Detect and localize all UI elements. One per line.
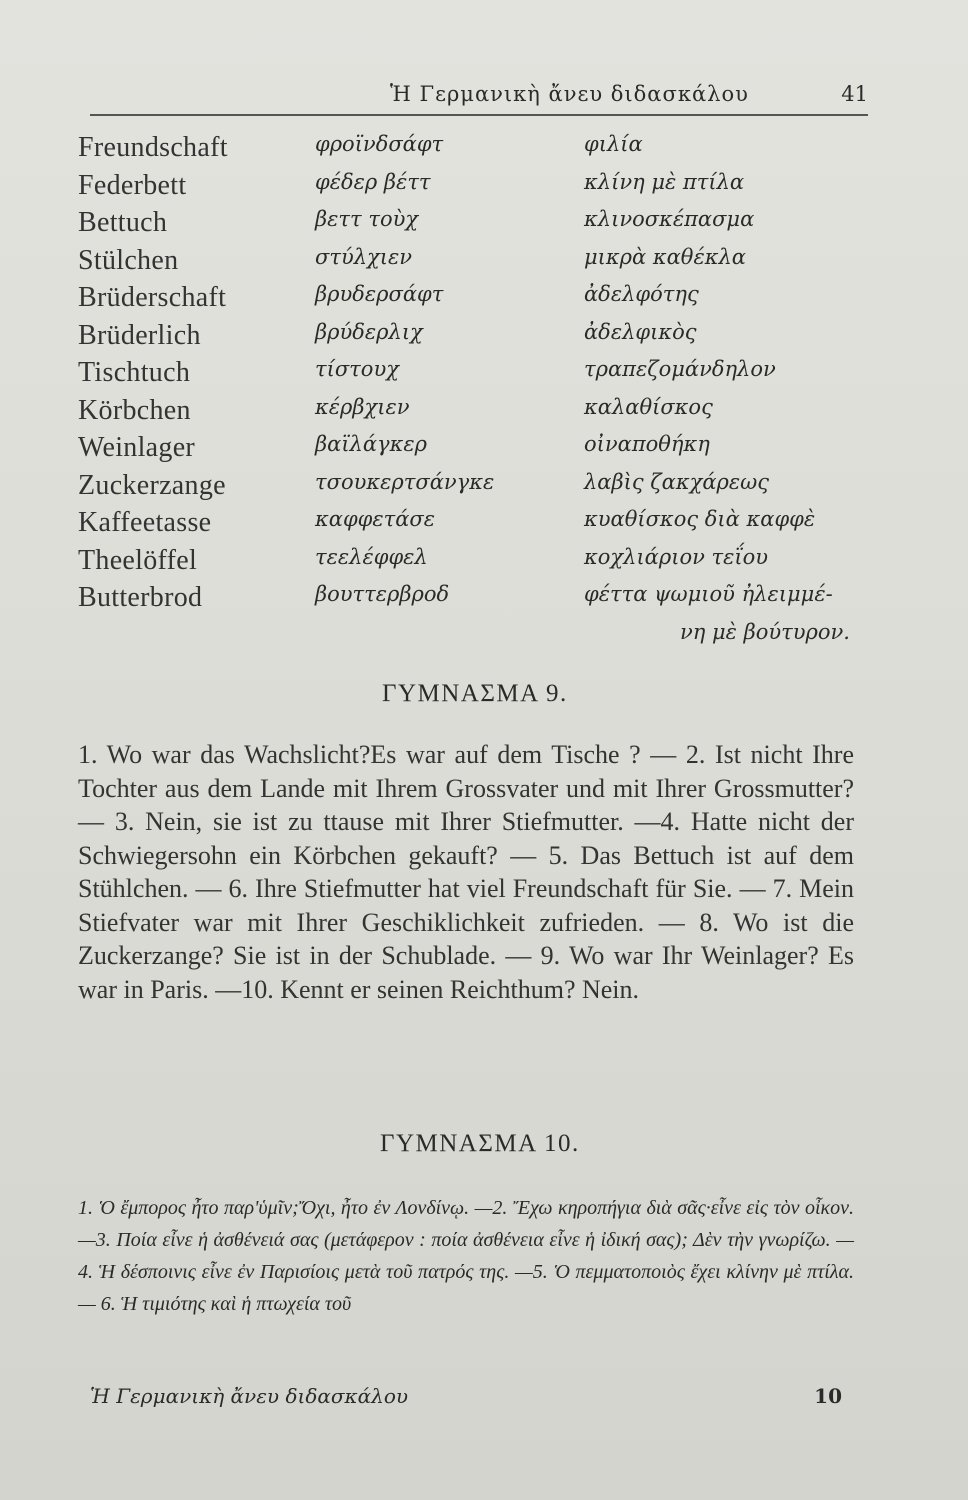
greek-meaning: μικρὰ καθέκλα <box>584 244 746 269</box>
vocab-row <box>0 320 968 358</box>
german-word: Butterbrod <box>78 582 203 613</box>
signature-footer <box>90 1384 850 1412</box>
vocab-row <box>0 582 968 620</box>
running-header <box>90 78 868 116</box>
german-word: Weinlager <box>78 432 196 463</box>
vocab-row <box>0 507 968 545</box>
german-word: Bettuch <box>78 207 168 238</box>
german-word: Kaffeetasse <box>78 507 212 538</box>
exercise-10-text: 1. Ὁ ἔμπορος ἦτο παρ'ὑμῖν;Ὄχι, ἦτο ἐν Λονδίνῳ. —2. Ἔχω κηροπήγια διὰ σᾶς·εἶνε εἰς τὸν οἶκον. —3. Ποία εἶνε ἡ ἀσθένειά σας (μετάφερον : ποία ἀσθένεια εἶνε ἡ ἰδική σας); Δὲν τὴν γνωρίζω. —4. Ἡ δέσποινις εἶνε ἐν Παρισίοις μετὰ τοῦ πατρός της. —5. Ὁ πεμματοποιὸς ἔχει κλίνην μὲ πτίλα. — 6. Ἡ τιμιότης καὶ ἡ πτωχεία τοῦ <box>78 1197 854 1315</box>
greek-meaning: κοχλιάριον τεΐου <box>584 544 769 569</box>
vocab-row <box>0 545 968 583</box>
exercise-9-text: 1. Wo war das Wachslicht?Es war auf dem Tische ? — 2. Ist nicht Ihre Tochter aus dem Lande mit Ihrem Grossvater und mit Ihrer Grossmutter? — 3. Nein, sie ist zu ttause mit Ihrer Stiefmutter. —4. Hatte nicht der Schwiegersohn ein Körbchen gekauft? — 5. Das Bettuch ist auf dem Stühlchen. — 6. Ihre Stiefmutter hat viel Freundschaft für Sie. — 7. Mein Stiefvater war mit Ihrer Geschiklichkeit zufrieden. — 8. Wo ist die Zuckerzange? Sie ist in der Schublade. — 9. Wo war Ihr Weinlager? Es war in Paris. —10. Kennt er seinen Reichthum? Nein. <box>78 740 854 1004</box>
greek-meaning: ἀδελφικὸς <box>584 319 697 344</box>
greek-meaning: φιλία <box>584 132 643 156</box>
vocabulary-list <box>0 132 968 620</box>
page-number: 41 <box>841 82 868 106</box>
pronunciation: βαϊλάγκερ <box>315 432 427 456</box>
header-title: Ἡ Γερμανικὴ ἄνευ διδασκάλου <box>390 82 749 106</box>
exercise-10-title: ΓΥΜΝΑΣΜΑ 10. <box>380 1130 580 1157</box>
vocab-row <box>0 357 968 395</box>
pronunciation: φροϊνδσάφτ <box>315 132 444 156</box>
pronunciation: βεττ τοὺχ <box>315 207 419 231</box>
vocab-row <box>0 170 968 208</box>
german-word: Theelöffel <box>78 544 198 576</box>
greek-meaning: καλαθίσκος <box>584 394 713 419</box>
vocab-row <box>0 470 968 508</box>
pronunciation: φέδερ βέττ <box>315 169 431 194</box>
pronunciation: τίστουχ <box>315 357 399 381</box>
vocab-row <box>0 245 968 283</box>
pronunciation: βρυδερσάφτ <box>315 282 444 306</box>
vocab-row <box>0 282 968 320</box>
vocab-row <box>0 395 968 433</box>
greek-meaning: οἰναποθήκη <box>584 432 710 456</box>
greek-meaning: τραπεζομάνδηλον <box>584 357 776 381</box>
german-word: Federbett <box>78 169 187 201</box>
german-word: Freundschaft <box>78 132 228 163</box>
pronunciation: βρύδερλιχ <box>315 319 423 344</box>
exercise-9-title: ΓΥΜΝΑΣΜΑ 9. <box>382 680 568 707</box>
vocab-row <box>0 432 968 470</box>
pronunciation: τεελέφφελ <box>315 544 428 569</box>
greek-meaning: φέττα ψωμιοῦ ἠλειμμέ- <box>584 582 833 606</box>
signature-mark: 10 <box>814 1384 842 1408</box>
pronunciation: τσουκερτσάνγκε <box>315 469 495 494</box>
german-word: Brüderschaft <box>78 282 227 313</box>
greek-meaning: κυαθίσκος διὰ καφφὲ <box>584 507 816 531</box>
german-word: Tischtuch <box>78 357 191 388</box>
greek-meaning: ἀδελφότης <box>584 282 699 306</box>
pronunciation: καφφετάσε <box>315 507 436 531</box>
greek-meaning: κλινοσκέπασμα <box>584 207 755 231</box>
footer-title: Ἡ Γερμανικὴ ἄνευ διδασκάλου <box>90 1384 409 1408</box>
vocab-row <box>0 132 968 170</box>
greek-meaning: κλίνη μὲ πτίλα <box>584 169 745 194</box>
greek-meaning: λαβὶς ζακχάρεως <box>584 469 770 494</box>
pronunciation: κέρβχιεν <box>315 394 410 419</box>
german-word: Brüderlich <box>78 319 201 351</box>
german-word: Körbchen <box>78 394 191 426</box>
german-word: Zuckerzange <box>78 469 226 501</box>
german-word: Stülchen <box>78 244 179 276</box>
vocab-row <box>0 207 968 245</box>
pronunciation: στύλχιεν <box>315 244 413 269</box>
pronunciation: βουττερβροδ <box>315 582 450 606</box>
meaning-continuation: νη μὲ βούτυρον. <box>680 620 850 644</box>
